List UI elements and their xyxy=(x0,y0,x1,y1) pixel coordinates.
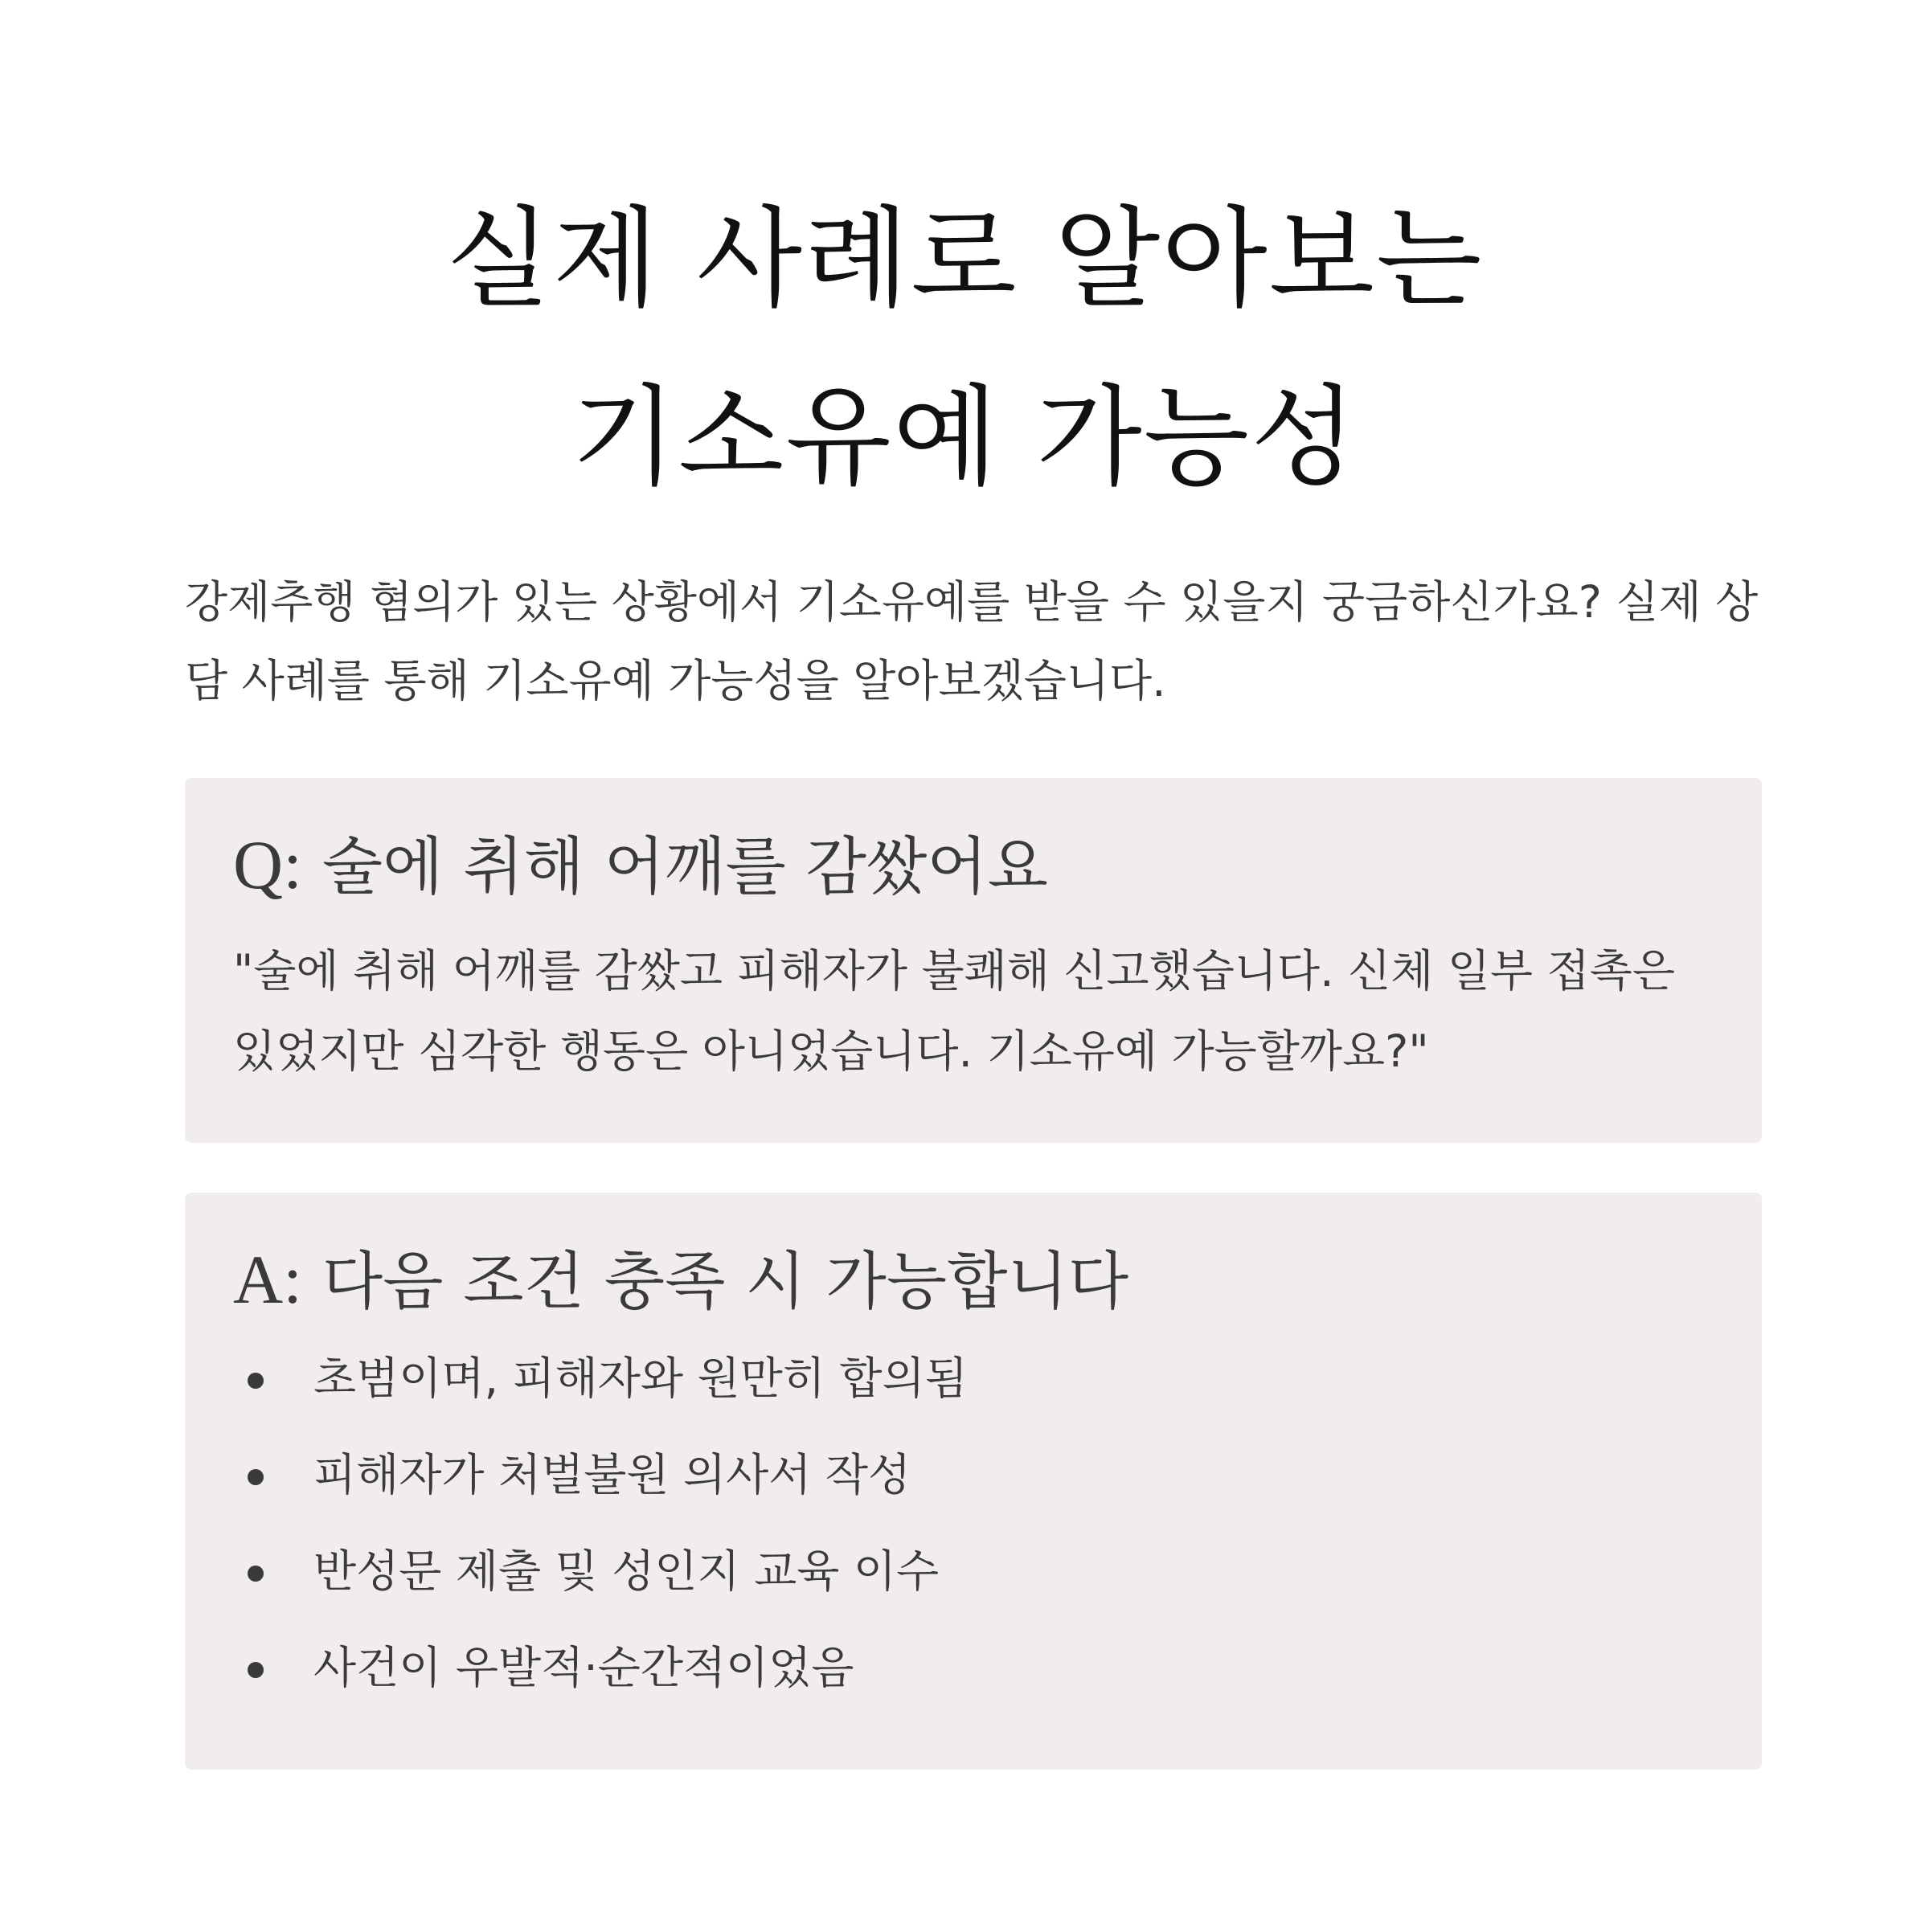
list-item-text: 사건이 우발적·순간적이었음 xyxy=(313,1642,854,1693)
bullet-dot-icon xyxy=(248,1469,264,1485)
bullet-dot-icon xyxy=(248,1373,264,1389)
list-item xyxy=(185,1543,1712,1639)
bullet-dot-icon xyxy=(248,1566,264,1582)
question-prefix: Q: xyxy=(233,826,302,903)
list-item-text: 피해자가 처벌불원 의사서 작성 xyxy=(313,1449,911,1500)
question-title: 술에 취해 어깨를 감쌌어요 xyxy=(322,831,1049,903)
list-item xyxy=(185,1639,1712,1736)
answer-prefix: A: xyxy=(233,1241,302,1318)
intro-paragraph: 강제추행 혐의가 있는 상황에서 기소유예를 받을 수 있을지 궁금하신가요? 실제 상담 사례를 통해 기소유예 가능성을 알아보겠습니다. xyxy=(185,576,1759,706)
page-title-line-1: 실제 사례로 알아보는 xyxy=(445,196,1484,323)
condition-list xyxy=(185,1350,1712,1736)
page-title-line-2: 기소유예 가능성 xyxy=(571,375,1358,501)
question-heading xyxy=(233,825,1048,907)
question-quote: "술에 취해 어깨를 감쌌고 피해자가 불쾌해 신고했습니다. 신체 일부 접촉은 있었지만 심각한 행동은 아니었습니다. 기소유예 가능할까요?" xyxy=(233,945,1676,1077)
list-item-text: 초범이며, 피해자와 원만히 합의됨 xyxy=(313,1353,968,1404)
list-item-text: 반성문 제출 및 성인지 교육 이수 xyxy=(313,1545,940,1597)
list-item xyxy=(185,1350,1712,1447)
answer-card xyxy=(185,1193,1762,1770)
answer-heading xyxy=(233,1239,1128,1322)
bullet-dot-icon xyxy=(248,1662,264,1678)
question-card xyxy=(185,778,1762,1143)
list-item xyxy=(185,1447,1712,1543)
page-title xyxy=(0,170,1929,527)
answer-title: 다음 조건 충족 시 가능합니다 xyxy=(322,1246,1129,1318)
